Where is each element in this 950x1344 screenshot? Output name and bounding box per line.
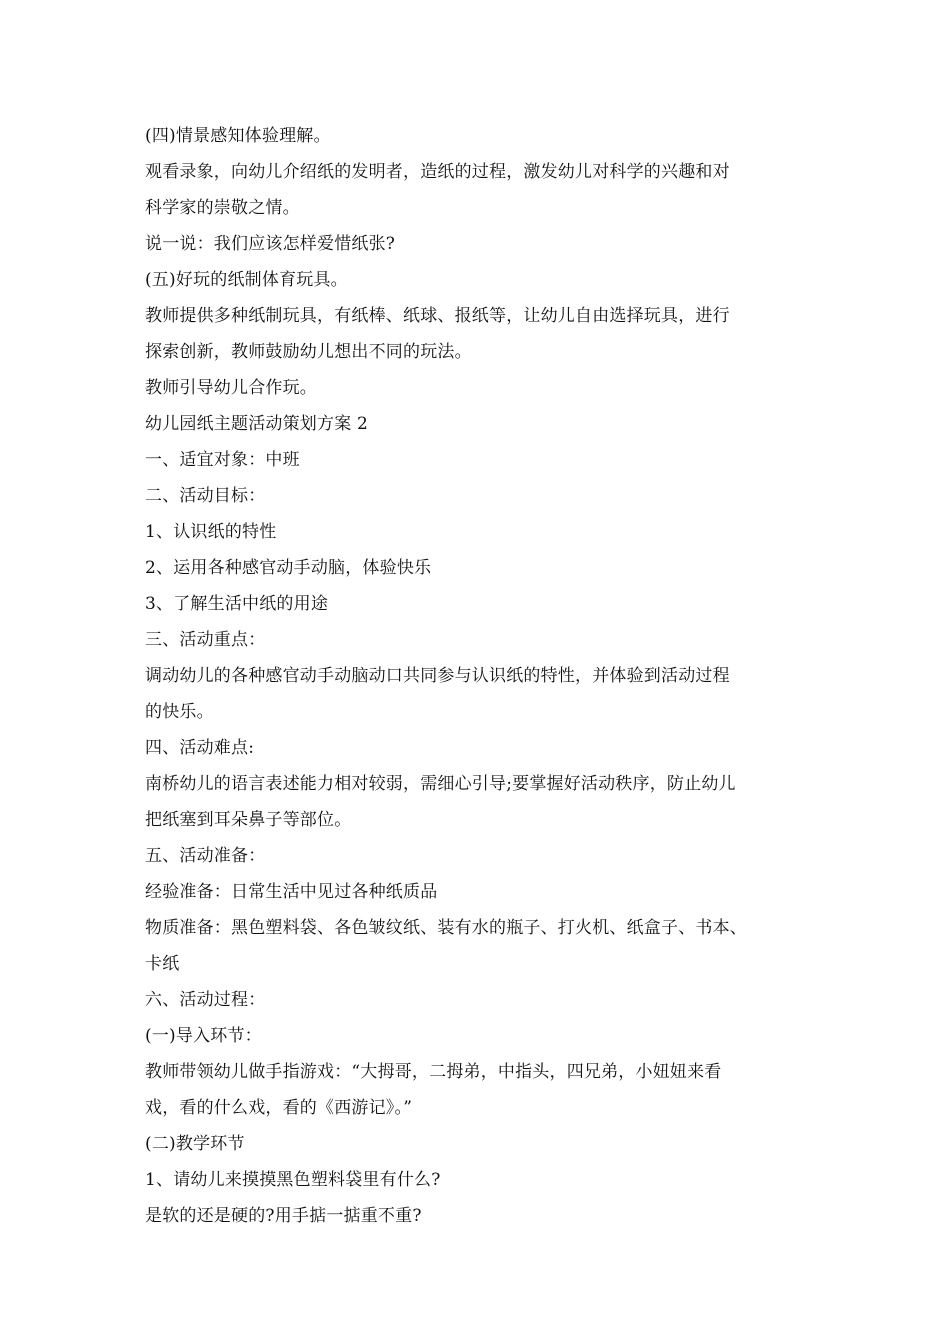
section-heading-target: 一、适宜对象：中班 — [145, 450, 300, 470]
paragraph-line: 探索创新，教师鼓励幼儿想出不同的玩法。 — [145, 342, 472, 362]
paragraph-line: 物质准备：黑色塑料袋、各色皱纹纸、装有水的瓶子、打火机、纸盒子、书本、 — [145, 918, 747, 938]
paragraph-line: 教师引导幼儿合作玩。 — [145, 378, 317, 398]
section-heading-goals: 二、活动目标： — [145, 486, 266, 506]
paragraph-line: 戏，看的什么戏，看的《西游记》。” — [145, 1098, 413, 1118]
list-item: 3、了解生活中纸的用途 — [145, 594, 329, 614]
paragraph-line: 教师提供多种纸制玩具，有纸棒、纸球、报纸等，让幼儿自由选择玩具，进行 — [145, 306, 730, 326]
subsection-heading-teaching: (二)教学环节 — [145, 1134, 245, 1154]
section-heading-process: 六、活动过程： — [145, 990, 266, 1010]
section-heading-4: (四)情景感知体验理解。 — [145, 126, 331, 146]
paragraph-line: 经验准备：日常生活中见过各种纸质品 — [145, 882, 438, 902]
paragraph-line: 说一说：我们应该怎样爱惜纸张? — [145, 234, 396, 254]
paragraph-line: 科学家的崇敬之情。 — [145, 198, 300, 218]
list-item: 2、运用各种感官动手动脑，体验快乐 — [145, 558, 432, 578]
section-heading-focus: 三、活动重点： — [145, 630, 266, 650]
paragraph-line: 把纸塞到耳朵鼻子等部位。 — [145, 810, 352, 830]
paragraph-line: 调动幼儿的各种感官动手动脑动口共同参与认识纸的特性，并体验到活动过程 — [145, 666, 730, 686]
section-heading-5: (五)好玩的纸制体育玩具。 — [145, 270, 348, 290]
list-item: 1、认识纸的特性 — [145, 522, 277, 542]
list-item: 1、请幼儿来摸摸黑色塑料袋里有什么? — [145, 1170, 441, 1190]
paragraph-line: 卡纸 — [145, 954, 180, 974]
section-heading-preparation: 五、活动准备： — [145, 846, 266, 866]
plan-title: 幼儿园纸主题活动策划方案 2 — [145, 414, 369, 434]
document-body — [145, 118, 835, 1234]
paragraph-line: 是软的还是硬的?用手掂一掂重不重? — [145, 1206, 422, 1226]
paragraph-line: 的快乐。 — [145, 702, 214, 722]
paragraph-line: 观看录象，向幼儿介绍纸的发明者，造纸的过程，激发幼儿对科学的兴趣和对 — [145, 162, 730, 182]
paragraph-line: 教师带领幼儿做手指游戏：“大拇哥，二拇弟，中指头，四兄弟，小妞妞来看 — [145, 1062, 722, 1082]
section-heading-difficulty: 四、活动难点: — [145, 738, 255, 758]
subsection-heading-intro: (一)导入环节： — [145, 1026, 262, 1046]
paragraph-line: 南桥幼儿的语言表述能力相对较弱，需细心引导;要掌握好活动秩序，防止幼儿 — [145, 774, 736, 794]
